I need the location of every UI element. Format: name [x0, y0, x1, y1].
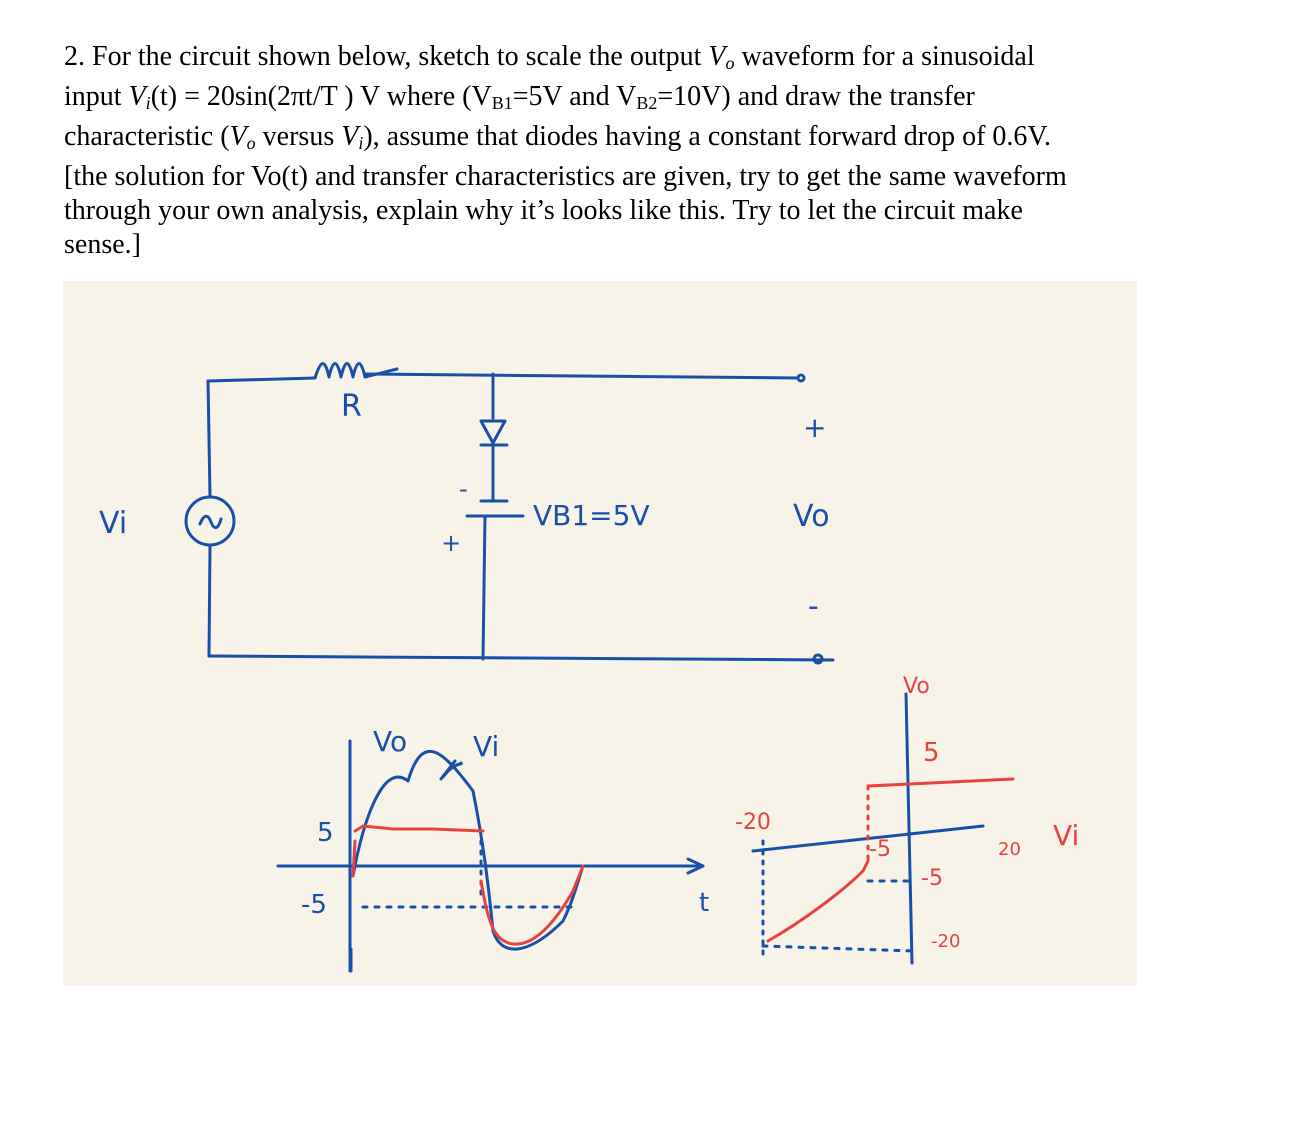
problem-line-1: 2. For the circuit shown below, sketch to scale the output $V_o$ waveform for a sinusoidal [64, 41, 1035, 73]
waveform-vo-negative-lobe [481, 866, 583, 944]
waveform-vi-label: Vi [473, 730, 500, 763]
waveform-plot [278, 741, 703, 971]
ac-source-wave [200, 516, 221, 527]
transfer-tick-neg20: -20 [735, 810, 771, 835]
waveform-t-label: t [699, 888, 710, 918]
problem-line-6: sense.] [64, 229, 141, 260]
waveform-vi-sinusoid [353, 751, 583, 949]
waveform-tick-5: 5 [317, 818, 334, 848]
output-plus-terminal [798, 375, 804, 381]
resistor-label: R [341, 389, 362, 424]
transfer-tick-neg5-y: -5 [921, 866, 943, 891]
waveform-vo-clipped-top [355, 826, 483, 831]
battery-plus-label: + [441, 529, 462, 557]
bottom-wire [209, 656, 833, 660]
transfer-vo-label: Vo [903, 674, 930, 699]
output-label: Vo [793, 499, 830, 534]
transfer-tick-5: 5 [923, 738, 940, 768]
waveform-vo-clipped-top-left [353, 841, 355, 876]
transfer-tick-neg5: -5 [869, 837, 891, 862]
transfer-vo-slope [768, 861, 868, 941]
diode-triangle [481, 421, 505, 443]
waveform-vo-label: Vo [373, 725, 408, 758]
problem-line-3: characteristic ($V_o$ versus $V_i$), assume that diodes having a constant forward drop of 0.6V. [64, 121, 1052, 153]
left-wire [208, 381, 210, 496]
circuit-diagram [186, 364, 833, 664]
output-plus-label: + [803, 411, 827, 444]
resistor-symbol [315, 364, 397, 379]
transfer-vi-label: Vi [1053, 819, 1080, 852]
top-left-wire [208, 378, 315, 381]
battery-minus-label: - [459, 475, 468, 503]
transfer-tick-neg20-y: -20 [931, 931, 961, 952]
waveform-tick-neg5: -5 [301, 890, 327, 920]
problem-statement [64, 40, 1204, 262]
transfer-neg20-dashes [763, 946, 913, 951]
transfer-tick-20: 20 [998, 839, 1021, 860]
top-right-wire [365, 374, 798, 378]
waveform-time-axis [278, 859, 703, 873]
handwritten-figure [63, 281, 1137, 986]
source-label: Vi [99, 506, 128, 541]
left-wire-lower [209, 545, 210, 656]
transfer-vertical-axis [906, 694, 912, 963]
problem-line-5: through your own analysis, explain why it’s looks like this. Try to let the circuit make [64, 195, 1023, 226]
problem-line-4: [the solution for Vo(t) and transfer characteristics are given, try to get the same waveform [64, 161, 1067, 192]
output-minus-label: - [808, 589, 819, 624]
branch-wire-bottom [483, 516, 485, 659]
transfer-vo-flat [868, 779, 1013, 786]
battery-label: VB1=5V [533, 499, 650, 532]
problem-line-2: input $V_i(t) = 20\sin(2\pi t/T$ ) V where ($V_{B1}=5V$ and $V_{B2}=10V$) and draw the transfer [64, 81, 975, 113]
